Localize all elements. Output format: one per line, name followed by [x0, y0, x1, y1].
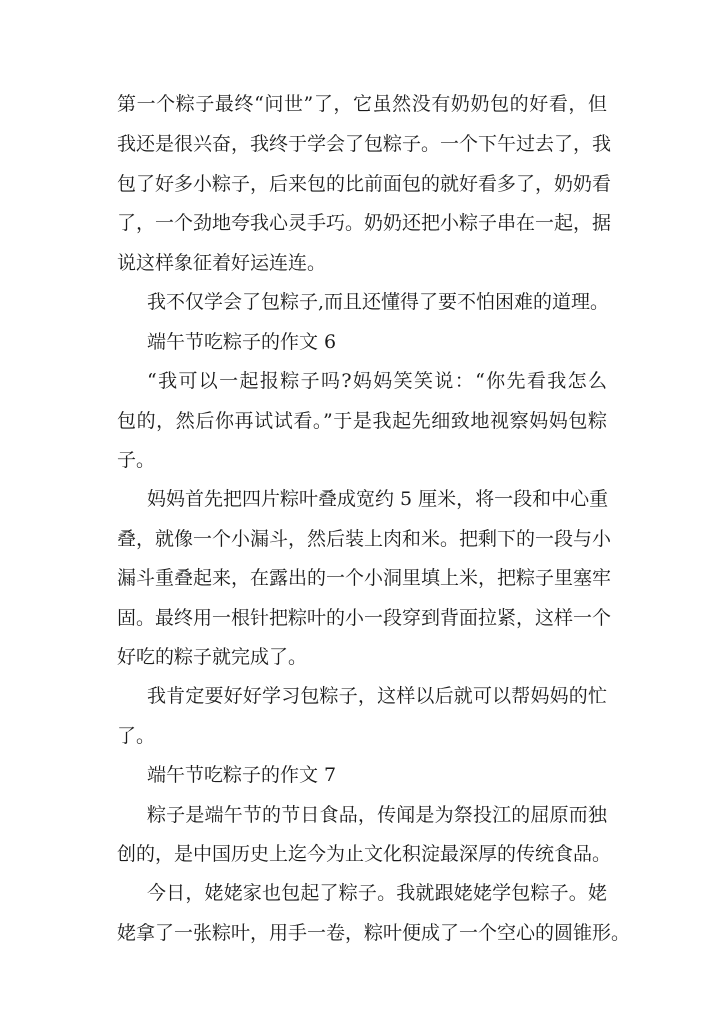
text-line: 包的，然后你再试试看。”于是我起先细致地视察妈妈包粽 [117, 410, 607, 432]
text-line: 漏斗重叠起来，在露出的一个小洞里填上米，把粽子里塞牢 [117, 567, 612, 589]
text-line: 创的，是中国历史上迄今为止文化积淀最深厚的传统食品。 [117, 843, 612, 865]
text-line: 说这样象征着好运连连。 [117, 252, 327, 274]
text-line: 我不仅学会了包粽子,而且还懂得了要不怕困难的道理。 [147, 291, 610, 313]
text-line: 姥拿了一张粽叶，用手一卷，粽叶便成了一个空心的圆锥形。 [117, 922, 631, 944]
text-line: 我肯定要好好学习包粽子，这样以后就可以帮妈妈的忙 [147, 685, 607, 707]
text-line: 包了好多小粽子，后来包的比前面包的就好看多了，奶奶看 [117, 173, 612, 195]
text-line: 固。最终用一根针把粽叶的小一段穿到背面拉紧，这样一个 [117, 607, 612, 629]
section-heading: 端午节吃粽子的作文 7 [147, 764, 337, 786]
text-line: 了。 [117, 725, 156, 747]
text-line: 子。 [117, 449, 156, 471]
text-line: 第一个粽子最终“问世”了，它虽然没有奶奶包的好看，但 [117, 93, 607, 115]
text-line: 粽子是端午节的节日食品，传闻是为祭投江的屈原而独 [147, 804, 607, 826]
text-line: 好吃的粽子就完成了。 [117, 646, 308, 668]
text-line: 今日，姥姥家也包起了粽子。我就跟姥姥学包粽子。姥 [147, 882, 607, 904]
text-line: 妈妈首先把四片粽叶叠成宽约 5 厘米，将一段和中心重 [147, 488, 609, 510]
text-line: 了，一个劲地夸我心灵手巧。奶奶还把小粽子串在一起，据 [117, 212, 612, 234]
section-heading: 端午节吃粽子的作文 6 [147, 331, 337, 353]
text-line: 叠，就像一个小漏斗，然后装上肉和米。把剩下的一段与小 [117, 528, 612, 550]
text-line: 我还是很兴奋，我终于学会了包粽子。一个下午过去了，我 [117, 133, 612, 155]
text-line: “我可以一起报粽子吗?妈妈笑笑说：“你先看我怎么 [147, 370, 607, 392]
